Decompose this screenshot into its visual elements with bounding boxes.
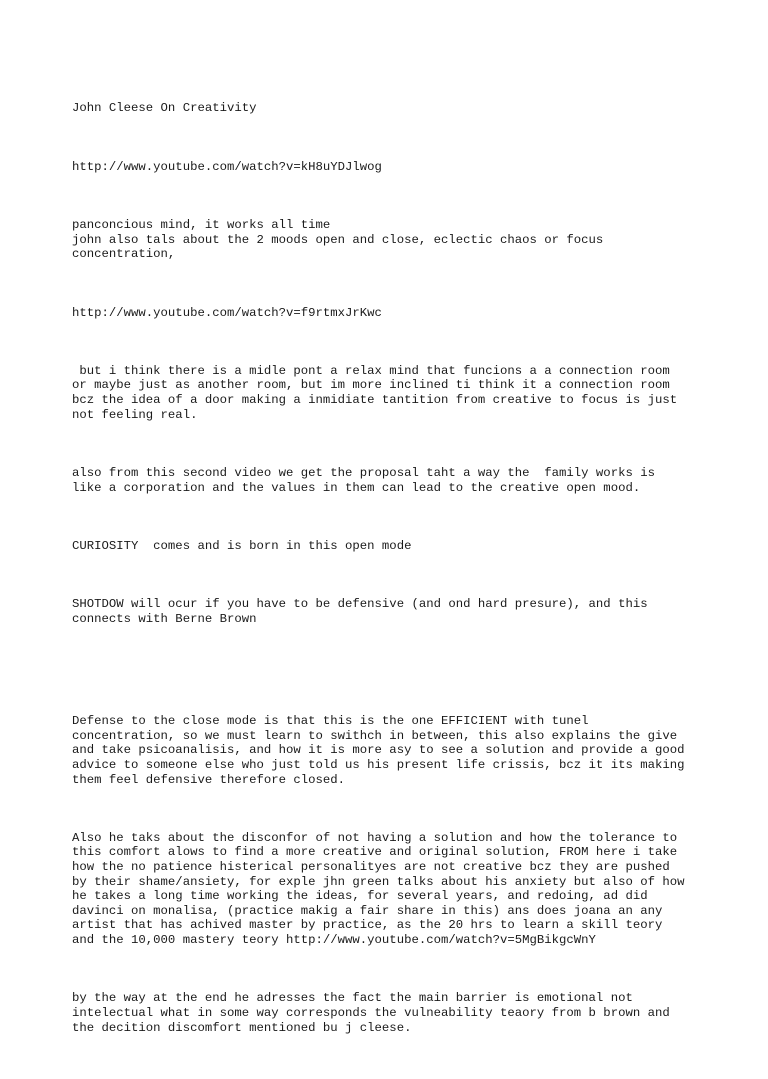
video-link-1: http://www.youtube.com/watch?v=kH8uYDJlwog [72, 159, 382, 174]
blank-line [72, 670, 712, 685]
paragraph-main-barrier: by the way at the end he adresses the fact the main barrier is emotional not intelectual what in some way corresponds the vulneability teaory from b brown and the decition discomfort mentioned bu j cleese. [72, 991, 670, 1035]
paragraph-midle-pont: but i think there is a midle pont a relax mind that funcions a a connection room or maybe just as another room, but im more inclined ti think it a connection room bcz the idea of a door making a inmidiate tantition from creative to focus is just not feeling real. [72, 363, 678, 422]
paragraph-curiosity: CURIOSITY comes and is born in this open mode [72, 539, 412, 553]
paragraph-second-video: also from this second video we get the proposal taht a way the family works is like a corporation and the values in them can lead to the creative open mood. [72, 466, 655, 495]
paragraph-defense: Defense to the close mode is that this is the one EFFICIENT with tunel concentration, so we must learn to swithch in between, this also explains the give and take psicoanalisis, and how it is more asy to see a solution and provide a good advice to someone else who just told us his present life crissis, bcz it its making them feel defensive therefore closed. [72, 714, 685, 787]
video-link-2: http://www.youtube.com/watch?v=f9rtmxJrKwc [72, 305, 382, 320]
paragraph-shotdow: SHOTDOW will ocur if you have to be defensive (and ond hard presure), and this connects with Berne Brown [72, 597, 648, 626]
paragraph-disconfor: Also he taks about the disconfor of not having a solution and how the tolerance to this comfort alows to find a more creative and original solution, FROM here i take how the no patience histerical personalityes are not creative bcz they are pushed by their shame/ansiety, for exple jhn green talks about his anxiety but also of how he takes a long time working the ideas, for several years, and redoing, ad did davinci on monalisa, (practice makig a fair share in this) ans does joana an any artist that has achived master by practice, as the 20 hrs to learn a skill teory and the 10,000 mastery teory http://www.youtube.com/watch?v=5MgBikgcWnY [72, 830, 685, 948]
paragraph-panconcious: panconcious mind, it works all time john also tals about the 2 moods open and close, eclectic chaos or focus concentration, [72, 217, 604, 262]
document-body [72, 72, 712, 1079]
document-title: John Cleese On Creativity [72, 101, 257, 116]
